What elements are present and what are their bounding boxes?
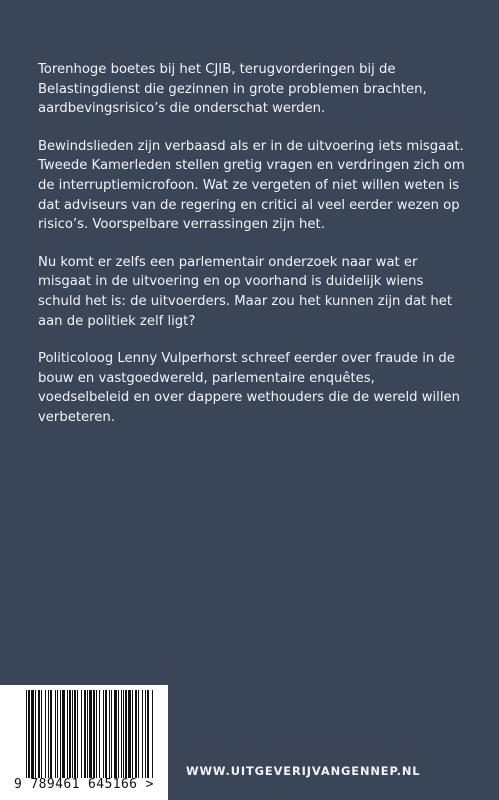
barcode-bar — [128, 690, 131, 778]
barcode-bar — [60, 690, 61, 778]
publisher-website: WWW.UITGEVERIJVANGENNEP.NL — [186, 764, 421, 778]
barcode-bar — [28, 690, 30, 778]
barcode-bar — [132, 690, 133, 778]
barcode-bar — [55, 690, 56, 778]
barcode-bar — [84, 690, 86, 778]
barcode-bar — [74, 690, 76, 778]
barcode-bar — [72, 690, 73, 778]
barcode-bar — [26, 690, 27, 778]
barcode-bar — [81, 690, 82, 778]
barcode-bar — [96, 690, 97, 778]
barcode-bar — [123, 690, 124, 778]
blurb-paragraph-1: Torenhoge boetes bij het CJIB, terugvorderingen bij de Belastingdienst die gezinnen in grote problemen brachten, aardbevingsrisico’s die onderschat werden. — [38, 62, 427, 117]
barcode-bar — [89, 690, 92, 778]
blurb-paragraph-2: Bewindslieden zijn verbaasd als er in de uitvoering iets misgaat. Tweede Kamerleden stellen gretig vragen en verdringen zich om de interruptiemicrofoon. Wat ze vergeten of niet willen weten is dat adviseurs van de regering en critici al veel eerder wezen op risico’s. Voorspelbare verrassingen zijn het. — [38, 138, 465, 233]
barcode-bar — [87, 690, 88, 778]
barcode-icon — [26, 690, 154, 778]
barcode-bar — [125, 690, 127, 778]
barcode-bar — [38, 690, 40, 778]
barcode-bar — [93, 690, 95, 778]
barcode-bar — [99, 690, 100, 778]
barcode-bar — [152, 690, 153, 778]
barcode-bar — [135, 690, 137, 778]
barcode-bar — [45, 690, 46, 778]
barcode-bar — [57, 690, 58, 778]
barcode-bar — [105, 690, 107, 778]
barcode-bar — [121, 690, 122, 778]
blurb-text — [38, 60, 468, 446]
isbn-number: 9 789461 645166 > — [14, 777, 154, 792]
barcode-bar — [50, 690, 52, 778]
barcode-bar — [103, 690, 104, 778]
barcode-bar — [62, 690, 65, 778]
blurb-paragraph-3: Nu komt er zelfs een parlementair onderzoek naar wat er misgaat in de uitvoering en op voorhand is duidelijk wiens schuld het is: de uitvoerders. Maar zou het kunnen zijn dat het aan de politiek zelf ligt? — [38, 254, 453, 329]
barcode-bar — [138, 690, 139, 778]
barcode-bar — [114, 690, 117, 778]
barcode-bar — [41, 690, 42, 778]
barcode-bar — [111, 690, 112, 778]
barcode-bar — [48, 690, 49, 778]
barcode-bar — [31, 690, 34, 778]
barcode-panel — [0, 685, 168, 800]
barcode-bar — [142, 690, 143, 778]
barcode-bar — [69, 690, 71, 778]
barcode-bar — [35, 690, 36, 778]
barcode-bar — [77, 690, 78, 778]
blurb-paragraph-4: Politicoloog Lenny Vulperhorst schreef eerder over fraude in de bouw en vastgoedwereld, parlementaire enquêtes, voedselbeleid en over dappere wethouders die de wereld willen verbeteren. — [38, 351, 460, 425]
barcode-bar — [67, 690, 68, 778]
barcode-bar — [147, 690, 149, 778]
barcode-bar — [109, 690, 110, 778]
barcode-bar — [118, 690, 119, 778]
barcode-bar — [145, 690, 146, 778]
